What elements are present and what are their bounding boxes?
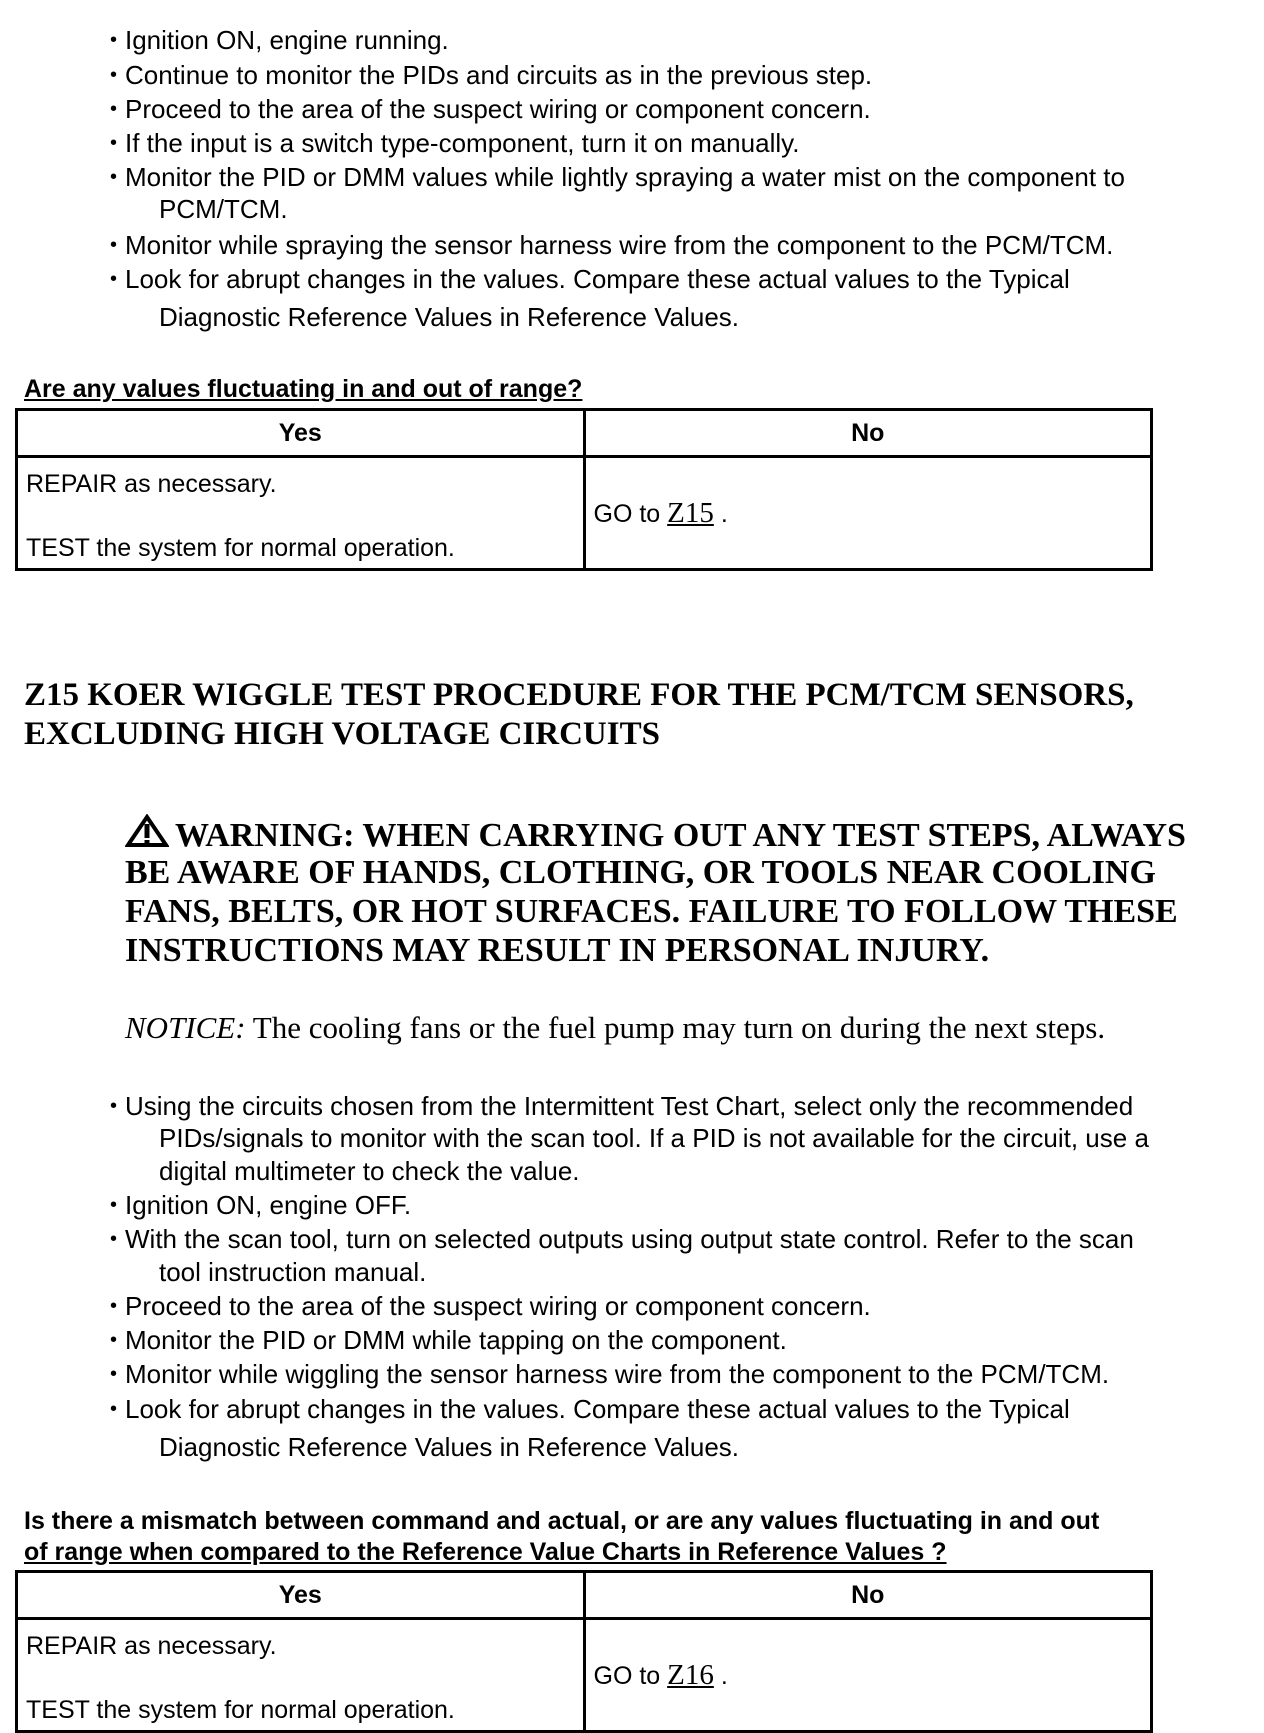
go-to-label: GO to bbox=[593, 499, 661, 528]
yes-cell bbox=[17, 1619, 585, 1732]
period: . bbox=[720, 1661, 728, 1690]
bullet: • Using the circuits chosen from the Intermittent Test Chart, select only the recommended bbox=[110, 1089, 1133, 1123]
warning-line: BE AWARE OF HANDS, CLOTHING, OR TOOLS NEAR COOLING bbox=[125, 854, 1156, 891]
yes-header: Yes bbox=[17, 410, 585, 457]
bullet-continuation: Diagnostic Reference Values in Reference Values. bbox=[159, 1432, 740, 1462]
yes-cell bbox=[17, 457, 585, 570]
bullet-continuation: digital multimeter to check the value. bbox=[159, 1156, 580, 1186]
bullet: • Monitor the PID or DMM values while lightly spraying a water mist on the component to bbox=[110, 160, 1125, 194]
notice bbox=[125, 1008, 1105, 1048]
question: of range when compared to the Reference Value Charts in Reference Values ? bbox=[24, 1538, 947, 1566]
warning-triangle-icon bbox=[125, 814, 169, 858]
bullet: • Monitor while wiggling the sensor harness wire from the component to the PCM/TCM. bbox=[110, 1357, 1109, 1391]
bullet-continuation: PIDs/signals to monitor with the scan tool. If a PID is not available for the circuit, use a bbox=[159, 1123, 1149, 1153]
bullet: • Monitor while spraying the sensor harness wire from the component to the PCM/TCM. bbox=[110, 228, 1113, 262]
bullet: • With the scan tool, turn on selected outputs using output state control. Refer to the scan bbox=[110, 1222, 1134, 1256]
notice-text: The cooling fans or the fuel pump may turn on during the next steps. bbox=[252, 1010, 1106, 1045]
bullet-continuation: Diagnostic Reference Values in Reference Values. bbox=[159, 302, 740, 332]
bullet: • Look for abrupt changes in the values. Compare these actual values to the Typical bbox=[110, 1392, 1070, 1426]
bullet: • Proceed to the area of the suspect wiring or component concern. bbox=[110, 1289, 871, 1323]
answer-table bbox=[15, 1570, 1153, 1733]
yes-header: Yes bbox=[17, 1572, 585, 1619]
warning-line: FANS, BELTS, OR HOT SURFACES. FAILURE TO FOLLOW THESE bbox=[125, 893, 1178, 930]
answer-table bbox=[15, 408, 1153, 571]
no-cell bbox=[584, 1619, 1152, 1732]
link-z15[interactable]: Z15 bbox=[667, 496, 714, 529]
section-heading: Z15 KOER WIGGLE TEST PROCEDURE FOR THE PCM/TCM SENSORS, bbox=[24, 677, 1134, 713]
no-header: No bbox=[584, 410, 1152, 457]
bullet: • Proceed to the area of the suspect wiring or component concern. bbox=[110, 92, 871, 126]
question: Is there a mismatch between command and actual, or are any values fluctuating in and out bbox=[24, 1507, 1100, 1535]
warning-line: WARNING: WHEN CARRYING OUT ANY TEST STEPS, ALWAYS bbox=[125, 814, 1186, 858]
bullet: • Continue to monitor the PIDs and circuits as in the previous step. bbox=[110, 58, 872, 92]
bullet: • Look for abrupt changes in the values. Compare these actual values to the Typical bbox=[110, 262, 1070, 296]
question: Are any values fluctuating in and out of range? bbox=[24, 375, 583, 403]
bullet: • Monitor the PID or DMM while tapping on the component. bbox=[110, 1323, 787, 1357]
bullet: • Ignition ON, engine OFF. bbox=[110, 1188, 411, 1222]
link-z16[interactable]: Z16 bbox=[667, 1658, 714, 1691]
yes-line: TEST the system for normal operation. bbox=[26, 1696, 455, 1724]
yes-line: REPAIR as necessary. bbox=[26, 1632, 277, 1660]
bullet-continuation: tool instruction manual. bbox=[159, 1257, 427, 1287]
no-header: No bbox=[584, 1572, 1152, 1619]
no-cell bbox=[584, 457, 1152, 570]
notice-label: NOTICE: bbox=[125, 1010, 246, 1045]
yes-line: REPAIR as necessary. bbox=[26, 470, 277, 498]
bullet: • If the input is a switch type-component, turn it on manually. bbox=[110, 126, 799, 160]
go-to-label: GO to bbox=[593, 1661, 661, 1690]
period: . bbox=[720, 499, 728, 528]
yes-line: TEST the system for normal operation. bbox=[26, 534, 455, 562]
warning-line: INSTRUCTIONS MAY RESULT IN PERSONAL INJURY. bbox=[125, 932, 990, 969]
bullet: • Ignition ON, engine running. bbox=[110, 23, 449, 57]
section-heading: EXCLUDING HIGH VOLTAGE CIRCUITS bbox=[24, 716, 660, 752]
bullet-continuation: PCM/TCM. bbox=[159, 194, 288, 224]
